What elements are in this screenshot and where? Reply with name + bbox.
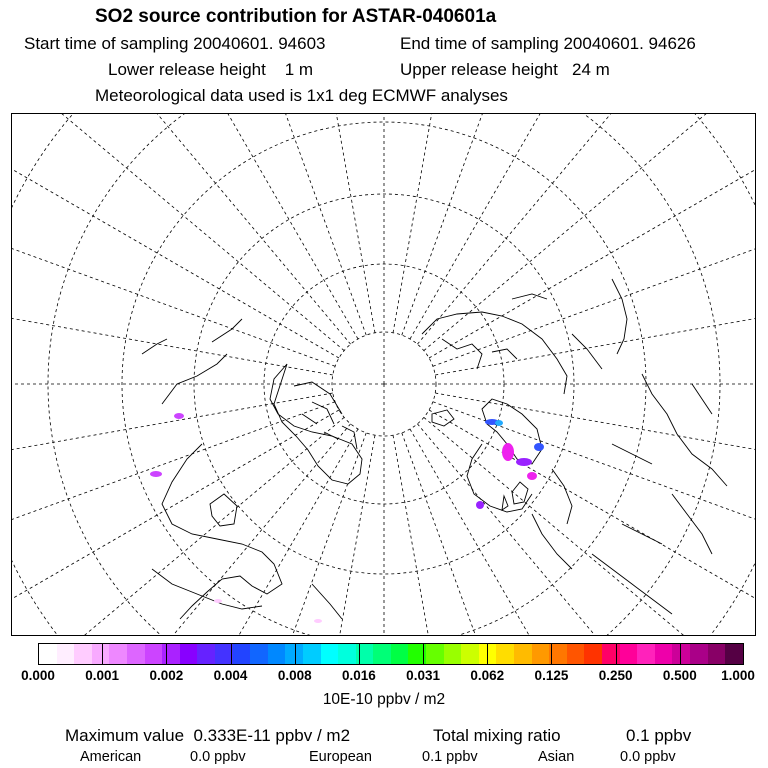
legend-swatch	[690, 644, 708, 664]
region-asian-label: Asian	[538, 749, 575, 765]
legend-divider	[680, 643, 681, 665]
latitude-circle	[12, 114, 755, 635]
legend-tick-label: 0.008	[277, 668, 312, 683]
met-data-info: Meteorological data used is 1x1 deg ECMWF analyses	[95, 86, 508, 105]
plume-patch	[534, 443, 544, 451]
plume-patch	[516, 458, 532, 466]
legend-swatch	[303, 644, 321, 664]
legend-tick-label: 0.125	[534, 668, 569, 683]
taymyr-coast	[442, 339, 517, 369]
legend-swatch	[39, 644, 57, 664]
latitude-circle	[12, 114, 755, 635]
legend-swatch	[426, 644, 444, 664]
meridian-line	[393, 114, 540, 333]
legend-swatch	[268, 644, 286, 664]
alaska-coast	[142, 319, 242, 404]
map-title: SO2 source contribution for ASTAR-040601a	[95, 6, 497, 27]
legend-swatch	[602, 644, 620, 664]
legend-swatch	[672, 644, 690, 664]
legend-tick-label: 0.062	[470, 668, 505, 683]
legend-divider	[487, 643, 488, 665]
meridian-line	[433, 114, 755, 366]
start-time: Start time of sampling 20040601. 94603	[24, 34, 326, 53]
legend-divider	[231, 643, 232, 665]
meridian-line	[228, 435, 375, 635]
meridian-line	[76, 114, 366, 335]
legend-swatch	[637, 644, 655, 664]
legend-swatch	[725, 644, 743, 664]
legend-swatch	[321, 644, 339, 664]
plume-patch	[314, 619, 322, 623]
plume-patch	[476, 501, 484, 509]
meridian-line	[228, 114, 375, 333]
lower-release-height: Lower release height 1 m	[108, 60, 314, 79]
iceland	[432, 410, 454, 426]
legend-tick-label: 0.500	[662, 668, 697, 683]
meridian-line	[12, 114, 344, 351]
legend-tick-label: 0.002	[149, 668, 184, 683]
meridian-line	[12, 114, 339, 358]
total-mixing-ratio-label: Total mixing ratio	[433, 726, 561, 745]
legend-swatch	[584, 644, 602, 664]
legend-swatch	[145, 644, 163, 664]
canadian-archipelago	[294, 382, 357, 449]
total-mixing-ratio-value: 0.1 ppbv	[626, 726, 692, 745]
legend-divider	[166, 643, 167, 665]
south-coast-fragment	[152, 569, 342, 619]
upper-release-height: Upper release height 24 m	[400, 60, 610, 79]
legend-swatch	[708, 644, 726, 664]
legend-swatch	[162, 644, 180, 664]
legend-divider	[423, 643, 424, 665]
meridian-line	[12, 114, 351, 344]
legend-swatch	[391, 644, 409, 664]
legend-divider	[551, 643, 552, 665]
color-scale-legend	[38, 643, 744, 665]
legend-tick-label: 0.000	[21, 668, 55, 683]
legend-swatch	[233, 644, 251, 664]
legend-divider	[295, 643, 296, 665]
legend-tick-label: 0.001	[85, 668, 120, 683]
meridian-line	[12, 410, 339, 635]
east-asia-coast	[642, 374, 727, 554]
legend-swatch	[92, 644, 110, 664]
maximum-value: Maximum value 0.333E-11 ppbv / m2	[65, 726, 351, 745]
meridian-line	[417, 114, 755, 344]
meridian-line	[12, 114, 358, 339]
plume-patch	[527, 472, 537, 480]
legend-swatch	[655, 644, 673, 664]
region-american-value: 0.0 ppbv	[190, 749, 246, 765]
meridian-line	[429, 410, 755, 635]
legend-swatch	[461, 644, 479, 664]
meridian-line	[393, 435, 540, 635]
legend-swatch	[373, 644, 391, 664]
legend-divider	[359, 643, 360, 665]
meridian-line	[410, 429, 755, 635]
meridian-line	[402, 114, 692, 335]
meridian-line	[429, 114, 755, 358]
legend-swatch	[620, 644, 638, 664]
legend-tick-label: 0.004	[213, 668, 248, 683]
meridian-line	[12, 393, 333, 540]
asia-interior-coast	[612, 384, 712, 464]
meridian-line	[410, 114, 755, 339]
legend-units: 10E-10 ppbv / m2	[322, 691, 446, 708]
meridian-line	[424, 114, 755, 351]
legend-divider	[616, 643, 617, 665]
legend-tick-label: 0.031	[406, 668, 440, 683]
meridian-line	[433, 402, 755, 635]
meridian-line	[435, 393, 755, 540]
polar-map	[11, 113, 756, 636]
legend-tick-label: 1.000	[721, 668, 755, 683]
meridian-line	[12, 114, 335, 366]
plume-patch	[174, 413, 184, 419]
plume-patch	[214, 599, 222, 603]
meridian-line	[424, 417, 755, 635]
legend-swatch	[338, 644, 356, 664]
meridian-line	[12, 228, 333, 375]
legend-divider	[102, 643, 103, 665]
legend-swatch	[532, 644, 550, 664]
end-time: End time of sampling 20040601. 94626	[400, 34, 696, 53]
meridian-line	[12, 417, 344, 635]
plume-patch	[502, 443, 514, 461]
legend-tick-label: 0.250	[598, 668, 633, 683]
latitude-circle	[48, 114, 720, 635]
meridian-line	[76, 433, 366, 635]
legend-swatch	[567, 644, 585, 664]
region-european-label: European	[309, 749, 372, 765]
plume-patch	[150, 471, 162, 477]
graticule	[12, 114, 755, 635]
legend-swatch	[197, 644, 215, 664]
hudson-bay	[210, 494, 237, 526]
legend-swatch	[180, 644, 198, 664]
legend-swatch	[444, 644, 462, 664]
legend-swatch	[250, 644, 268, 664]
region-asian-value: 0.0 ppbv	[620, 749, 676, 765]
region-european-value: 0.1 ppbv	[422, 749, 478, 765]
legend-swatch	[57, 644, 75, 664]
meridian-line	[12, 429, 358, 635]
legend-swatch	[496, 644, 514, 664]
legend-swatch	[127, 644, 145, 664]
legend-swatch	[514, 644, 532, 664]
so2-plume	[150, 413, 544, 623]
legend-swatch	[109, 644, 127, 664]
meridian-line	[402, 433, 692, 635]
legend-swatch	[74, 644, 92, 664]
greenland-coast	[270, 364, 362, 484]
region-american-label: American	[80, 749, 142, 765]
plume-patch	[495, 420, 503, 426]
meridian-line	[12, 402, 335, 635]
meridian-line	[435, 228, 755, 375]
legend-tick-label: 0.016	[342, 668, 376, 683]
